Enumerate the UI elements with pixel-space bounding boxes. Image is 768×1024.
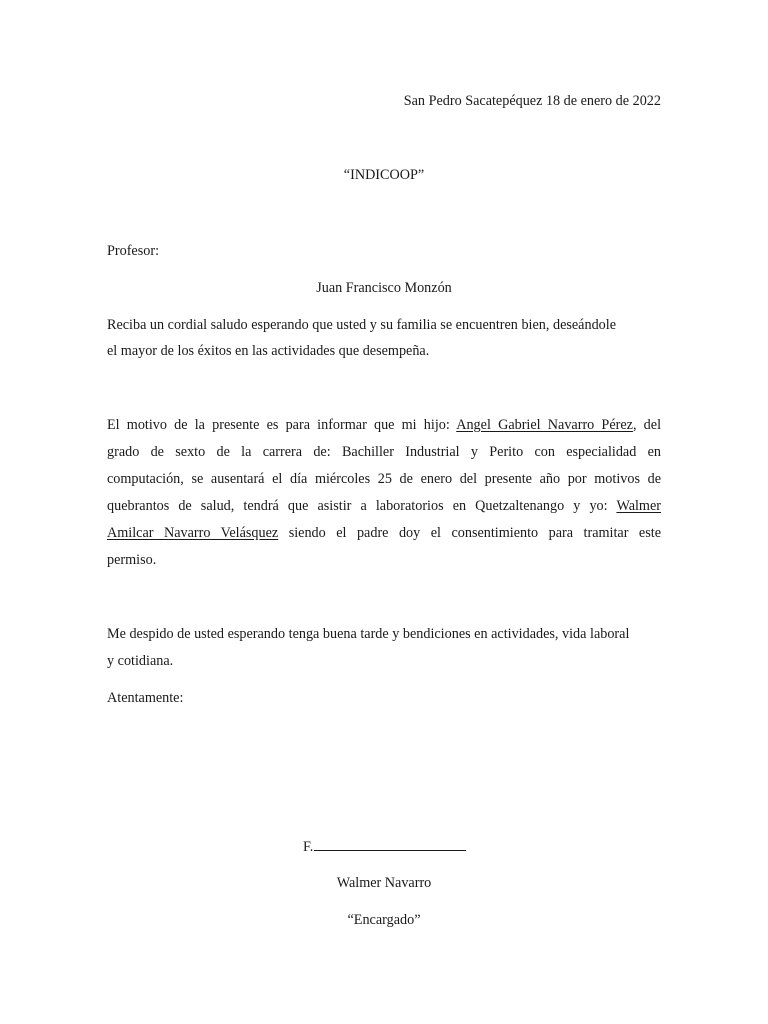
farewell-line-1: Me despido de usted esperando tenga buena tarde y bendiciones en actividades, vida laboral — [107, 626, 630, 642]
closing: Atentamente: — [107, 690, 184, 706]
motive-line-5-text: siendo el padre doy el consentimiento para tramitar este — [278, 525, 661, 541]
motive-line-5 — [107, 524, 661, 542]
signature-field — [303, 837, 466, 856]
signature-line — [314, 837, 466, 851]
motive-line-4-text: quebrantos de salud, tendrá que asistir a laboratorios en Quetzaltenango y yo: — [107, 498, 608, 514]
motive-line-4 — [107, 497, 661, 515]
child-name: Angel Gabriel Navarro Pérez — [456, 417, 633, 433]
signature-prefix: F. — [303, 839, 314, 855]
motive-line-1-tail: , del — [632, 417, 662, 433]
company-name: “INDICOOP” — [343, 167, 425, 183]
motive-line-6: permiso. — [107, 552, 157, 568]
motive-line-2: grado de sexto de la carrera de: Bachiller Industrial y Perito con especialidad en — [107, 444, 661, 460]
place-date: San Pedro Sacatepéquez 18 de enero de 2022 — [403, 93, 661, 109]
recipient-name: Juan Francisco Monzón — [316, 280, 452, 296]
signer-role: “Encargado” — [347, 912, 421, 928]
motive-line-1 — [107, 416, 661, 434]
farewell-line-2: y cotidiana. — [107, 653, 174, 669]
parent-name-part-1: Walmer — [616, 498, 661, 514]
greeting-line-1: Reciba un cordial saludo esperando que usted y su familia se encuentren bien, deseándole — [107, 317, 616, 333]
motive-line-3: computación, se ausentará el día miércoles 25 de enero del presente año por motivos de — [107, 471, 661, 487]
parent-name-part-2: Amilcar Navarro Velásquez — [107, 525, 279, 541]
salutation: Profesor: — [107, 243, 160, 259]
motive-line-1-text: El motivo de la presente es para informar que mi hijo: — [107, 417, 450, 433]
signer-name: Walmer Navarro — [336, 875, 432, 891]
greeting-line-2: el mayor de los éxitos en las actividades que desempeña. — [107, 343, 430, 359]
